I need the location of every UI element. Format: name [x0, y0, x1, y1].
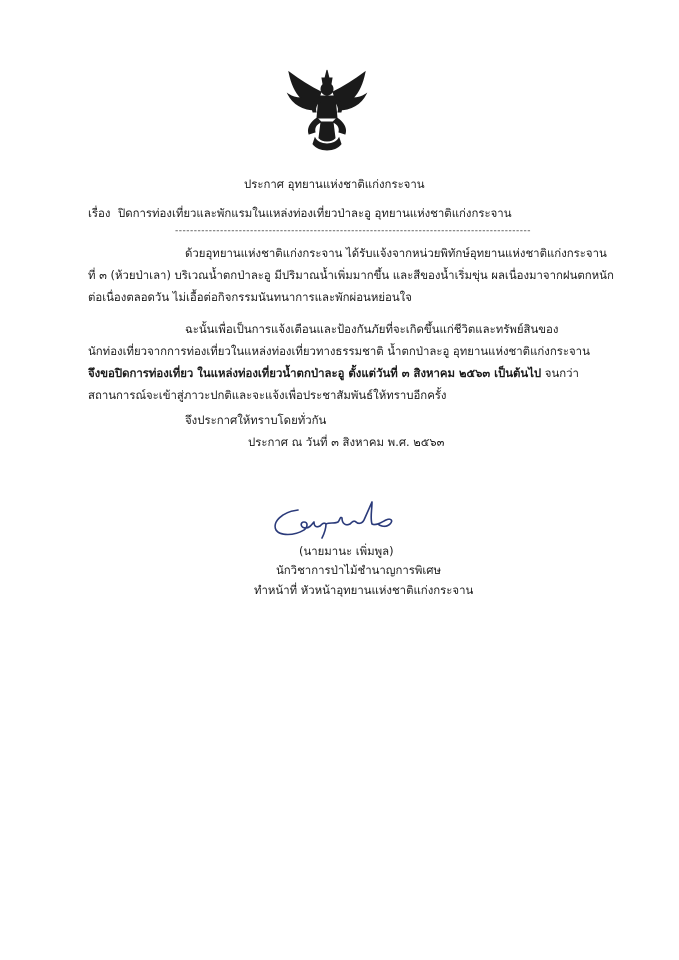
- signer-name: (นายมานะ เพิ่มพูล): [299, 544, 394, 558]
- closing-statement: จึงประกาศให้ทราบโดยทั่วกัน: [185, 413, 327, 427]
- subject-text: ปิดการท่องเที่ยวและพักแรมในแหล่งท่องเที่ยวป่าละอู อุทยานแห่งชาติแก่งกระจาน: [118, 206, 512, 220]
- announcement-date: ประกาศ ณ วันที่ ๓ สิงหาคม พ.ศ. ๒๕๖๓: [248, 435, 445, 449]
- paragraph-2-line-1: ฉะนั้นเพื่อเป็นการแจ้งเตือนและป้องกันภัยที่จะเกิดขึ้นแก่ชีวิตและทรัพย์สินของ: [185, 322, 559, 336]
- handwritten-signature: [268, 496, 408, 540]
- signer-acting-position: ทำหน้าที่ หัวหน้าอุทยานแห่งชาติแก่งกระจาน: [254, 583, 474, 597]
- garuda-emblem-icon: [285, 68, 369, 154]
- signer-position: นักวิชาการป่าไม้ชำนาญการพิเศษ: [276, 563, 442, 577]
- paragraph-1-line-1: ด้วยอุทยานแห่งชาติแก่งกระจาน ได้รับแจ้งจากหน่วยพิทักษ์อุทยานแห่งชาติแก่งกระจาน: [185, 246, 607, 260]
- paragraph-2-line-3: [88, 366, 579, 381]
- announcement-title: ประกาศ อุทยานแห่งชาติแก่งกระจาน: [244, 177, 425, 191]
- subject-label: เรื่อง: [88, 206, 111, 220]
- separator-line: -----------------------------------------------------------------------------------------------: [175, 226, 532, 236]
- paragraph-1-line-2: ที่ ๓ (ห้วยป่าเลา) บริเวณน้ำตกป่าละอู มีปริมาณน้ำเพิ่มมากขึ้น และสีของน้ำเริ่มขุ่น ผลเนื่องมาจากฝนตกหนัก: [88, 268, 614, 282]
- paragraph-2-line-4: สถานการณ์จะเข้าสู่ภาวะปกติและจะแจ้งเพื่อประชาสัมพันธ์ให้ทราบอีกครั้ง: [88, 388, 447, 402]
- paragraph-1-line-3: ต่อเนื่องตลอดวัน ไม่เอื้อต่อกิจกรรมนันทนาการและพักผ่อนหย่อนใจ: [88, 290, 412, 304]
- closure-notice-bold: จึงขอปิดการท่องเที่ยว ในแหล่งท่องเที่ยวน้ำตกป่าละอู ตั้งแต่วันที่ ๓ สิงหาคม ๒๕๖๓ เป็นต้นไป: [88, 366, 542, 380]
- paragraph-2-line-2: นักท่องเที่ยวจากการท่องเที่ยวในแหล่งท่องเที่ยวทางธรรมชาติ น้ำตกป่าละอู อุทยานแห่งชาติแก่งกระจาน: [88, 344, 590, 358]
- closure-notice-rest: จนกว่า: [541, 366, 579, 380]
